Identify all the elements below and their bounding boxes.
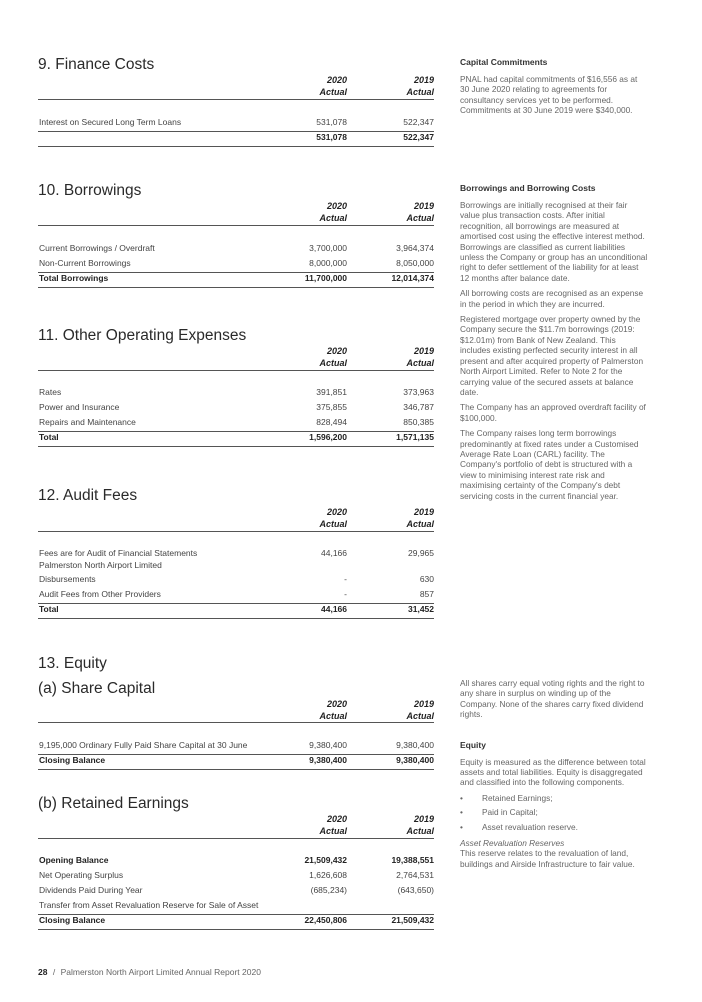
table-row: 9,195,000 Ordinary Fully Paid Share Capital at 30 June 9,380,400 9,380,400	[38, 740, 434, 755]
share-closing-row: Closing Balance 9,380,400 9,380,400	[38, 755, 434, 770]
finance-total-row: 531,078 522,347	[38, 132, 434, 147]
share-col-2020: 2020 Actual	[319, 699, 347, 721]
table-row: Audit Fees from Other Providers - 857	[38, 589, 434, 604]
table-row: Dividends Paid During Year (685,234) (643,650)	[39, 885, 434, 895]
table-row: Repairs and Maintenance 828,494 850,385	[38, 417, 434, 432]
finance-costs-title: 9. Finance Costs	[38, 56, 155, 73]
reserve-text: This reserve relates to the revaluation of land, buildings and Airside Infrastructure to fair value.	[460, 848, 635, 869]
table-row: Power and Insurance 375,855 346,787	[39, 402, 434, 412]
equity-heading: Equity	[460, 739, 486, 750]
table-row: Disbursements - 630	[39, 574, 434, 584]
list-item: • Paid in Capital;	[460, 807, 538, 818]
borrowings-col-2020: 2020 Actual	[319, 201, 347, 223]
page-number: 28	[38, 967, 48, 977]
finance-col-2019: 2019 Actual	[406, 75, 434, 97]
equity-text: Equity is measured as the difference between total assets and total liabilities. Equity is disaggregated and classified into the following components.	[460, 756, 646, 788]
capital-commitments-heading: Capital Commitments	[460, 57, 548, 67]
capital-commitments-note	[460, 57, 648, 116]
borrowing-paragraph: All borrowing costs are recognised as an expense in the period in which they are incurred.	[460, 288, 644, 309]
retained-col-2020: 2020 Actual	[319, 814, 347, 836]
audit-header-rule	[38, 531, 434, 532]
operating-col-2020: 2020 Actual	[319, 346, 347, 368]
borrowing-paragraph: The Company has an approved overdraft facility of $100,000.	[460, 402, 646, 423]
list-item: • Retained Earnings;	[460, 792, 553, 803]
retained-earnings-title: (b) Retained Earnings	[38, 795, 189, 812]
operating-header-rule	[38, 370, 434, 371]
audit-total-row: Total 44,166 31,452	[38, 604, 434, 619]
table-row: Transfer from Asset Revaluation Reserve for Sale of Asset	[38, 900, 434, 915]
equity-note	[460, 678, 648, 869]
capital-commitments-text: PNAL had capital commitments of $16,556 as at 30 June 2020 relating to agreements for consultancy services yet to be performed. Commitments at 30 June 2019 were $340,000.	[460, 74, 638, 116]
table-row: Fees are for Audit of Financial Statements Palmerston North Airport Limited 44,166 29,965	[39, 548, 434, 570]
borrowings-col-2019: 2019 Actual	[406, 201, 434, 223]
list-item: • Asset revaluation reserve.	[460, 821, 578, 832]
operating-total-row: Total 1,596,200 1,571,135	[38, 432, 434, 447]
finance-col-2020: 2020 Actual	[319, 75, 347, 97]
table-row: Opening Balance 21,509,432 19,388,551	[39, 855, 434, 865]
reserve-heading: Asset Revaluation Reserves	[460, 838, 565, 849]
borrowing-costs-note	[460, 183, 648, 501]
audit-fees-title: 12. Audit Fees	[38, 487, 138, 504]
audit-col-2020: 2020 Actual	[319, 507, 347, 529]
retained-header-rule	[38, 838, 434, 839]
operating-expenses-title: 11. Other Operating Expenses	[38, 327, 247, 344]
retained-closing-row: Closing Balance 22,450,806 21,509,432	[38, 915, 434, 930]
borrowings-header-rule	[38, 225, 434, 226]
footer-text: Palmerston North Airport Limited Annual Report 2020	[60, 967, 261, 977]
share-col-2019: 2019 Actual	[406, 699, 434, 721]
operating-col-2019: 2019 Actual	[406, 346, 434, 368]
table-row: Interest on Secured Long Term Loans 531,078 522,347	[38, 117, 434, 132]
borrowing-paragraph: Registered mortgage over property owned by the Company secure the $11.7m borrowings (2019: $12.01m) from Bank of New Zealand. This includes existing perfected security interest in all present and after acquired property of Palmerston North Airport Limited. Refer to Note 2 for the carrying value of the secured assets at balance date.	[460, 314, 644, 397]
finance-header-rule	[38, 99, 434, 100]
shares-rights-text: All shares carry equal voting rights and the right to any share in surplus on winding up of the Company. None of the shares carry fixed dividend rights.	[460, 678, 645, 720]
table-row: Rates 391,851 373,963	[39, 387, 434, 397]
borrowings-total-row: Total Borrowings 11,700,000 12,014,374	[38, 273, 434, 288]
footer-separator: /	[52, 967, 56, 977]
borrowing-paragraph: Borrowings are initially recognised at their fair value plus transaction costs. After initial recognition, all borrowings are measured at amortised cost using the effective interest method. Borrowings are classified as current liabilities unless the Company or group has an unconditional right to defer settlement of the liability for at least 12 months after balance date.	[460, 200, 648, 283]
share-header-rule	[38, 722, 434, 723]
audit-col-2019: 2019 Actual	[406, 507, 434, 529]
retained-col-2019: 2019 Actual	[406, 814, 434, 836]
table-row: Net Operating Surplus 1,626,608 2,764,531	[39, 870, 434, 880]
borrowings-title: 10. Borrowings	[38, 182, 142, 199]
table-row: Non-Current Borrowings 8,000,000 8,050,000	[38, 258, 434, 273]
page-footer	[38, 967, 261, 977]
equity-title: 13. Equity	[38, 655, 107, 672]
share-capital-title: (a) Share Capital	[38, 680, 156, 697]
table-row: Current Borrowings / Overdraft 3,700,000 3,964,374	[39, 243, 434, 253]
borrowing-paragraph: The Company raises long term borrowings predominantly at fixed rates under a Customised Average Rate Loan (CARL) facility. The Company's portfolio of debt is structured with a view to minimising interest rate risk and maximising certainty of the Company's debt servicing costs in the current financial year.	[460, 428, 639, 501]
borrowing-costs-heading: Borrowings and Borrowing Costs	[460, 183, 596, 193]
